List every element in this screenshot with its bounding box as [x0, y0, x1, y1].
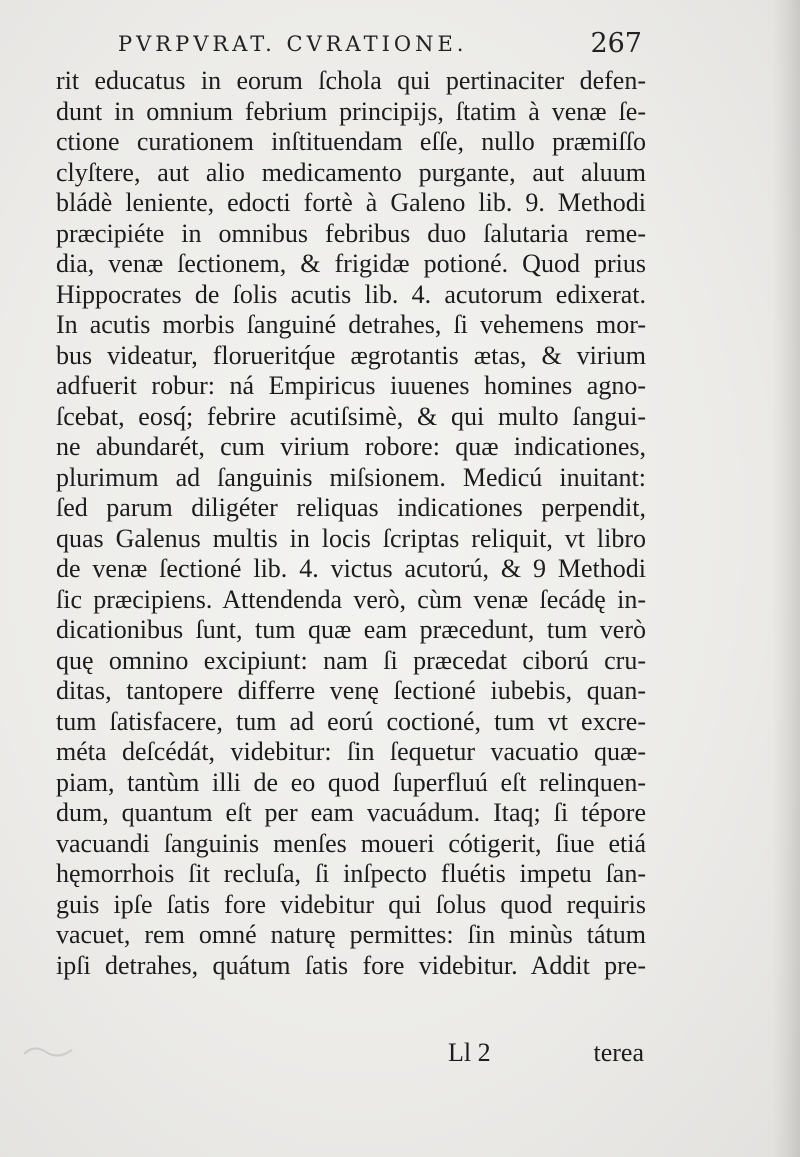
text-line: méta deſcédát, videbitur: ſin ſequetur vacuatio quæ- — [56, 737, 646, 766]
text-line: dia, venæ ſectionem, & frigidæ potioné. Quod prius — [56, 249, 646, 278]
page-edge-shadow — [772, 0, 800, 1157]
text-line: adfuerit robur: ná Empiricus iuuenes homines agno- — [56, 371, 646, 400]
text-line: de venæ ſectioné lib. 4. victus acutorú, & 9 Methodi — [56, 554, 646, 583]
catchword: terea — [593, 1038, 644, 1067]
text-line: guis ipſe ſatis fore videbitur qui ſolus quod requiris — [56, 889, 646, 919]
page-number: 267 — [590, 28, 642, 59]
text-line: piam, tantùm illi de eo quod ſuperfluú eſt relinquen- — [56, 767, 646, 797]
body-text — [56, 66, 656, 981]
text-line: hęmorrhois ſit recluſa, ſi inſpecto fluétis impetu ſan- — [56, 859, 646, 888]
text-line: ſed parum diligéter reliquas indicationes perpendit, — [56, 493, 646, 522]
text-line: ctione curationem inſtituendam eſſe, nullo præmiſſo — [56, 127, 646, 156]
text-line: rit educatus in eorum ſchola qui pertinaciter defen- — [56, 66, 646, 95]
text-line: quę omnino excipiunt: nam ſi præcedat ciború cru- — [56, 645, 646, 675]
text-line: In acutis morbis ſanguiné detrahes, ſi vehemens mor- — [56, 310, 646, 339]
text-line: dunt in omnium febrium principijs, ſtatim à venæ ſe- — [56, 96, 646, 126]
text-line: dum, quantum eſt per eam vacuádum. Itaq; ſi tépore — [56, 798, 646, 827]
text-line: dicationibus ſunt, tum quæ eam præcedunt, tum verò — [56, 615, 646, 644]
text-line: plurimum ad ſanguinis miſsionem. Medicú inuitant: — [56, 462, 646, 492]
text-line: ipſi detrahes, quátum ſatis fore videbitur. Addit pre- — [56, 950, 646, 980]
running-head: PVRPVRAT. CVRATIONE. — [118, 32, 468, 56]
text-line: bus videatur, florueritq́ue ægrotantis ætas, & virium — [56, 340, 646, 370]
page-footer — [56, 1034, 646, 1074]
page-header — [108, 30, 648, 66]
signature-mark: Ll 2 — [448, 1038, 491, 1067]
text-line: clyſtere, aut alio medicamento purgante, aut aluum — [56, 157, 646, 187]
text-line: ſcebat, eosq́; febrire acutiſsimè, & qui multo ſangui- — [56, 401, 646, 431]
bleed-through-smudge — [20, 1040, 80, 1064]
text-line: Hippocrates de ſolis acutis lib. 4. acutorum edixerat. — [56, 279, 646, 309]
text-line: tum ſatisfacere, tum ad eorú coctioné, tum vt excre- — [56, 706, 646, 736]
text-line: bládè leniente, edocti fortè à Galeno lib. 9. Methodi — [56, 188, 646, 217]
text-line: ditas, tantopere differre venę ſectioné iubebis, quan- — [56, 676, 646, 705]
text-line: ſic præcipiens. Attendenda verò, cùm venæ ſecádę in- — [56, 584, 646, 614]
text-line: vacuandi ſanguinis menſes moueri cótigerit, ſiue etiá — [56, 828, 646, 858]
text-line: ne abundarét, cum virium robore: quæ indicationes, — [56, 432, 646, 461]
text-line: vacuet, rem omné naturę permittes: ſin minùs tátum — [56, 920, 646, 949]
text-line: præcipiéte in omnibus febribus duo ſalutaria reme- — [56, 218, 646, 248]
text-line: quas Galenus multis in locis ſcriptas reliquit, vt libro — [56, 523, 646, 553]
